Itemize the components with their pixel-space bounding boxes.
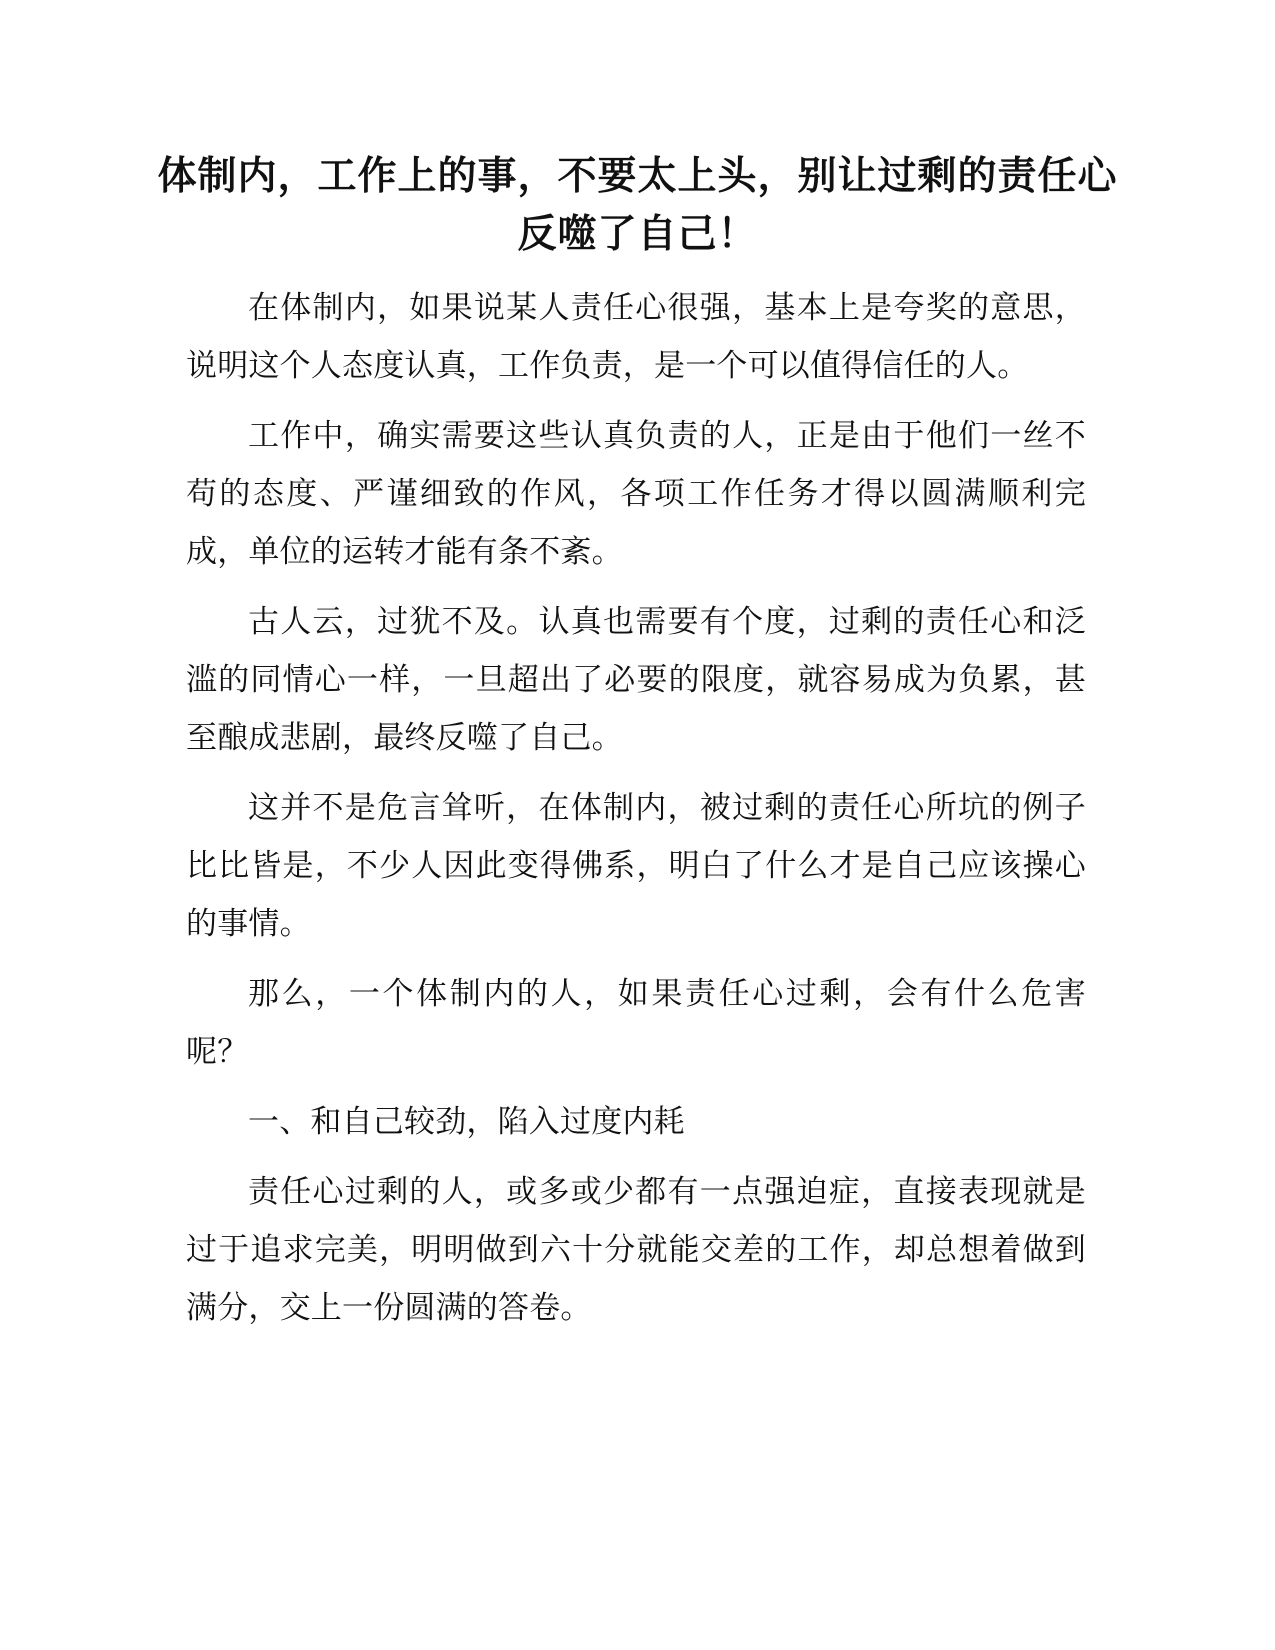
paragraph-4: 这并不是危言耸听，在体制内，被过剩的责任心所坑的例子比比皆是，不少人因此变得佛系，明白了什么才是自己应该操心的事情。 [186,790,1086,942]
paragraph-3: 古人云，过犹不及。认真也需要有个度，过剩的责任心和泛滥的同情心一样，一旦超出了必要的限度，就容易成为负累，甚至酿成悲剧，最终反噬了自己。 [186,604,1086,756]
paragraph-1: 在体制内，如果说某人责任心很强，基本上是夸奖的意思，说明这个人态度认真，工作负责，是一个可以值得信任的人。 [186,290,1086,384]
document-body [186,279,1086,1349]
paragraph-5: 那么，一个体制内的人，如果责任心过剩，会有什么危害呢？ [186,976,1086,1070]
paragraph-6: 责任心过剩的人，或多或少都有一点强迫症，直接表现就是过于追求完美，明明做到六十分就能交差的工作，却总想着做到满分，交上一份圆满的答卷。 [186,1174,1086,1326]
document-title: 体制内，工作上的事，不要太上头，别让过剩的责任心反噬了自己！ [157,154,1118,257]
section-heading-1: 一、和自己较劲，陷入过度内耗 [248,1104,685,1140]
paragraph-2: 工作中，确实需要这些认真负责的人，正是由于他们一丝不苟的态度、严谨细致的作风，各项工作任务才得以圆满顺利完成，单位的运转才能有条不紊。 [186,418,1086,570]
